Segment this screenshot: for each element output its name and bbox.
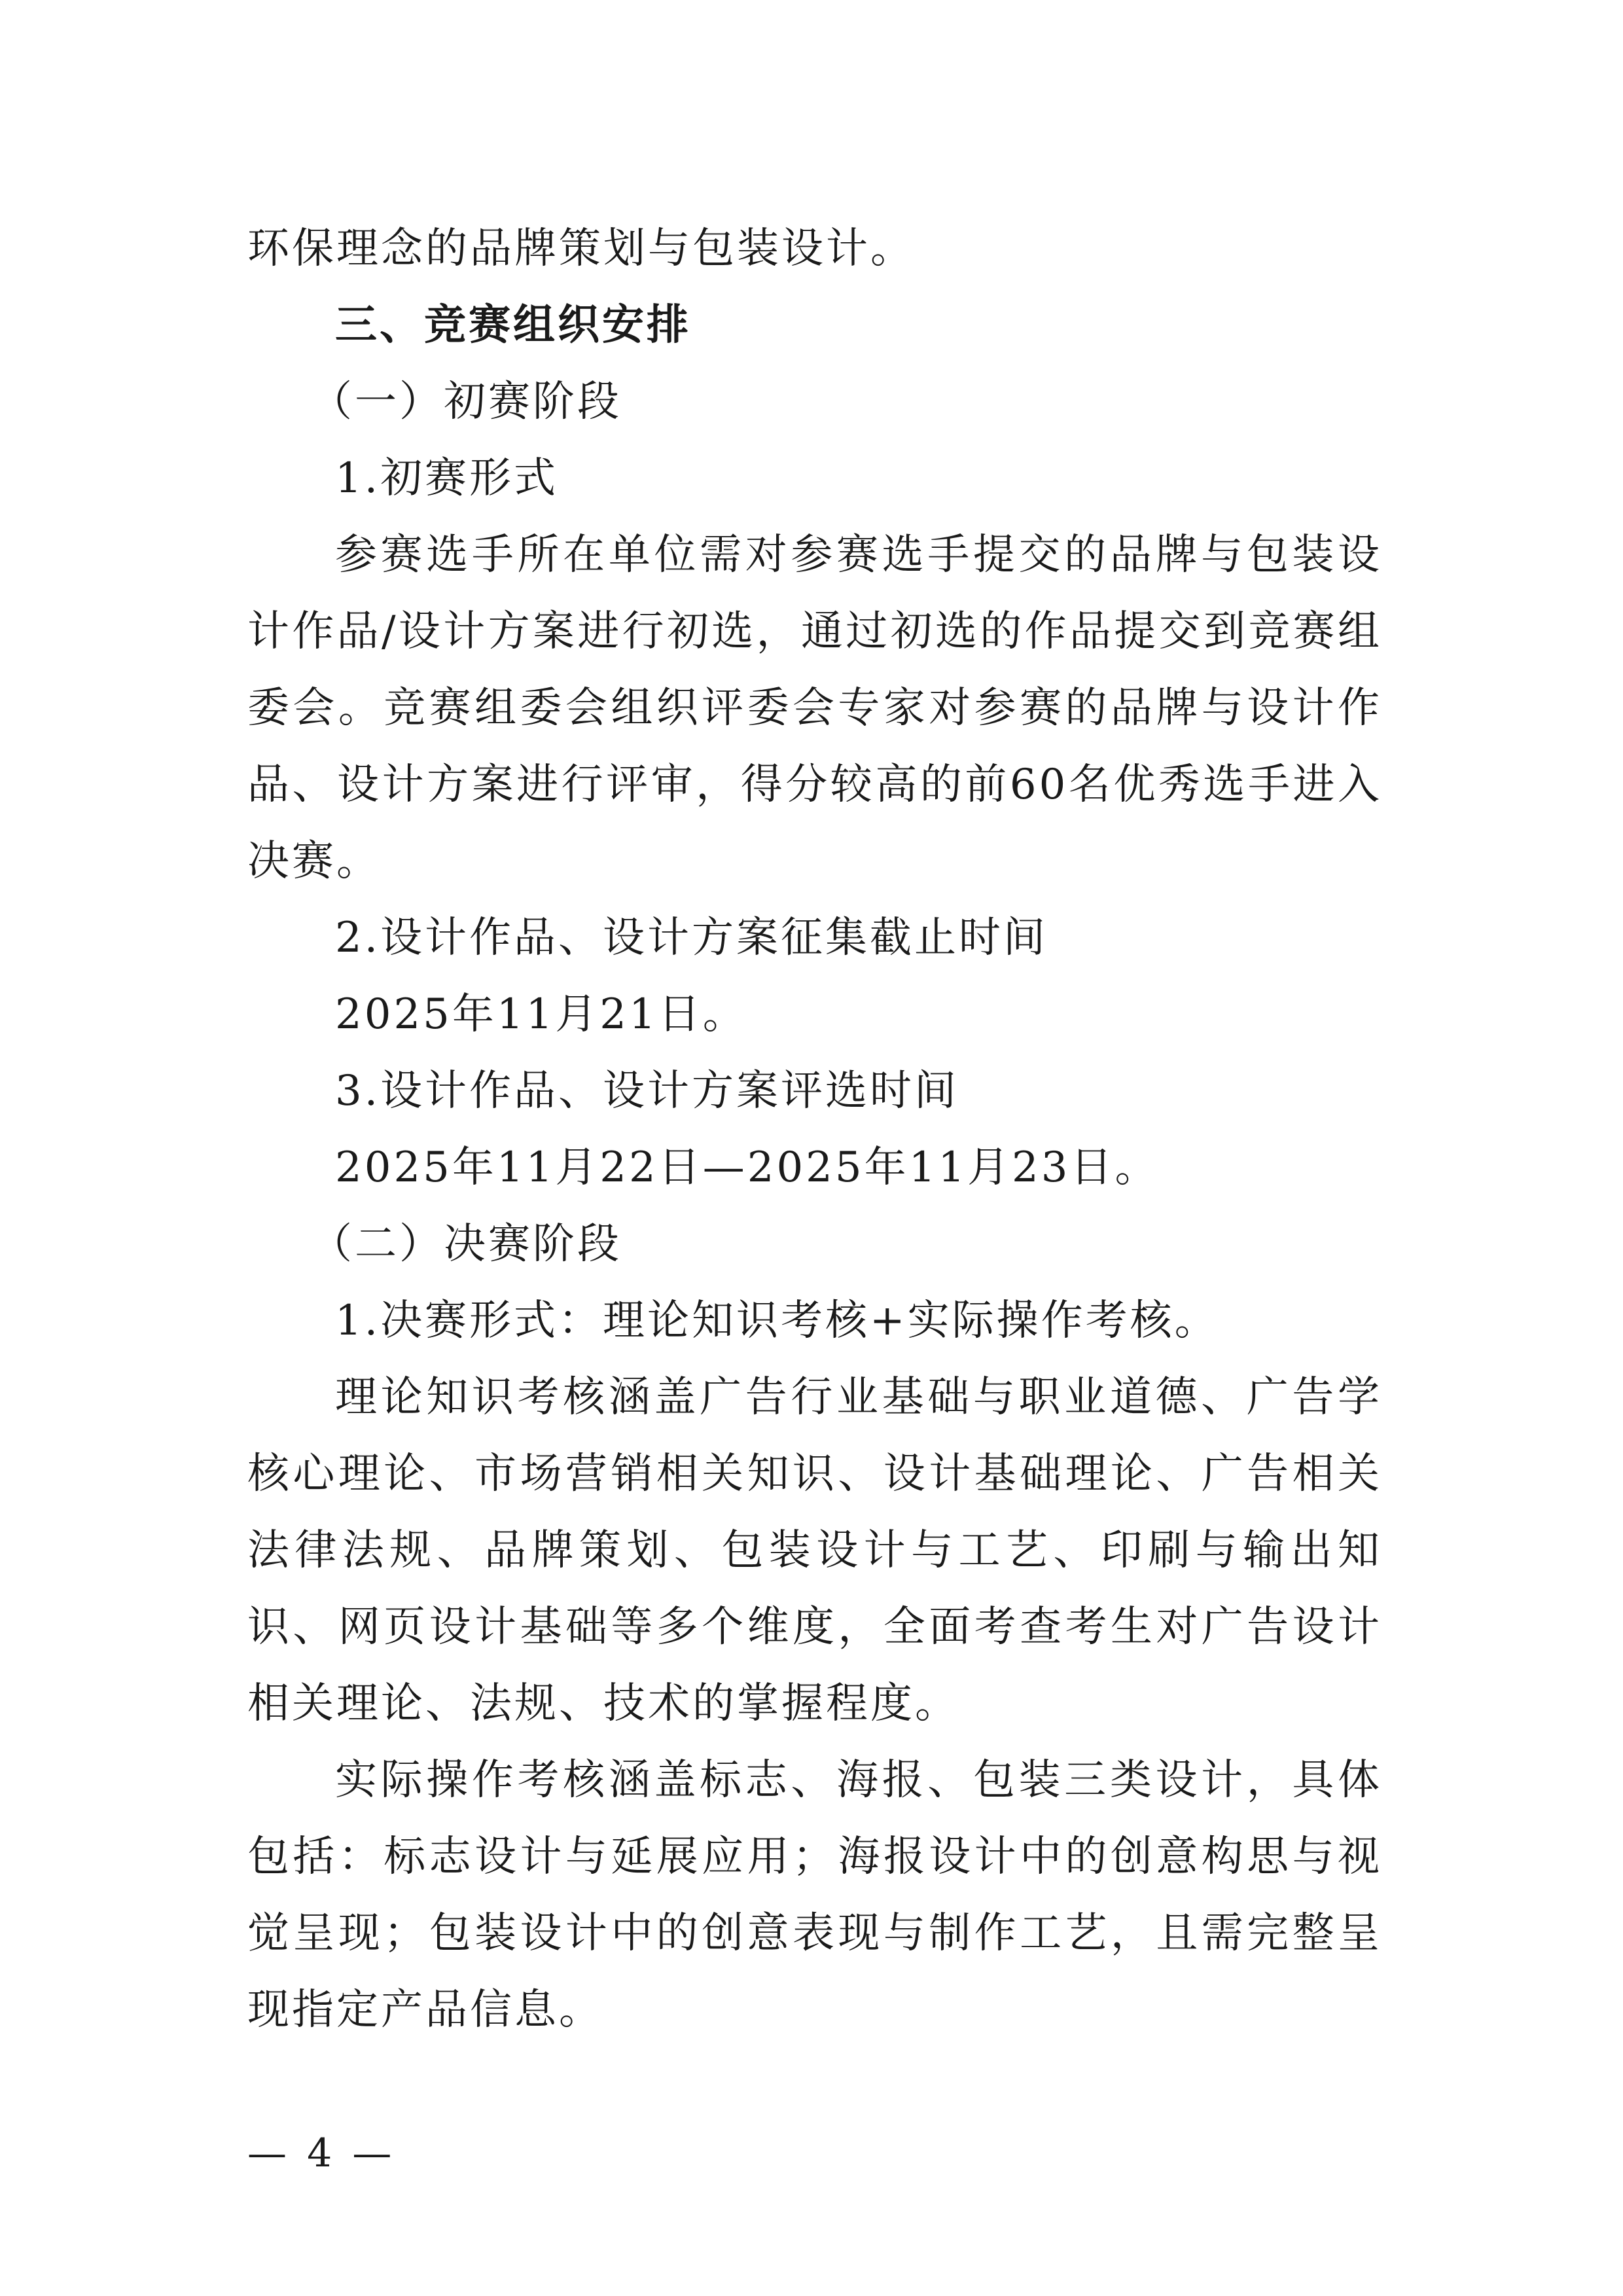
item-body: 2025年11月22日—2025年11月23日。 [335, 1143, 1160, 1192]
section-heading: 三、竞赛组织安排 [335, 301, 691, 350]
subsection-heading-preliminary: （一）初赛阶段 [310, 378, 622, 426]
item-title: 1.初赛形式 [335, 454, 559, 503]
item-body: 2025年11月21日。 [335, 990, 747, 1039]
paragraph: 实际操作考核涵盖标志、海报、包装三类设计，具体包括：标志设计与延展应用；海报设计中的创意构思与视觉呈现；包装设计中的创意表现与制作工艺，且需完整呈现指定产品信息。 [247, 1756, 1382, 2034]
page-number: — 4 — [247, 2130, 396, 2176]
paragraph: 理论知识考核涵盖广告行业基础与职业道德、广告学核心理论、市场营销相关知识、设计基础理论、广告相关法律法规、品牌策划、包装设计与工艺、印刷与输出知识、网页设计基础等多个维度，全面考查考生对广告设计相关理论、法规、技术的掌握程度。 [247, 1373, 1382, 1728]
subsection-heading-final: （二）决赛阶段 [310, 1220, 622, 1268]
item-title: 1.决赛形式：理论知识考核+实际操作考核。 [335, 1297, 1219, 1345]
paragraph-continuation: 环保理念的品牌策划与包装设计。 [247, 224, 915, 273]
item-title: 2.设计作品、设计方案征集截止时间 [335, 914, 1048, 962]
document-body [247, 211, 1382, 2049]
item-title: 3.设计作品、设计方案评选时间 [335, 1067, 959, 1115]
paragraph: 参赛选手所在单位需对参赛选手提交的品牌与包装设计作品/设计方案进行初选，通过初选的作品提交到竞赛组委会。竞赛组委会组织评委会专家对参赛的品牌与设计作品、设计方案进行评审，得分较高的前60名优秀选手进入决赛。 [247, 531, 1382, 886]
